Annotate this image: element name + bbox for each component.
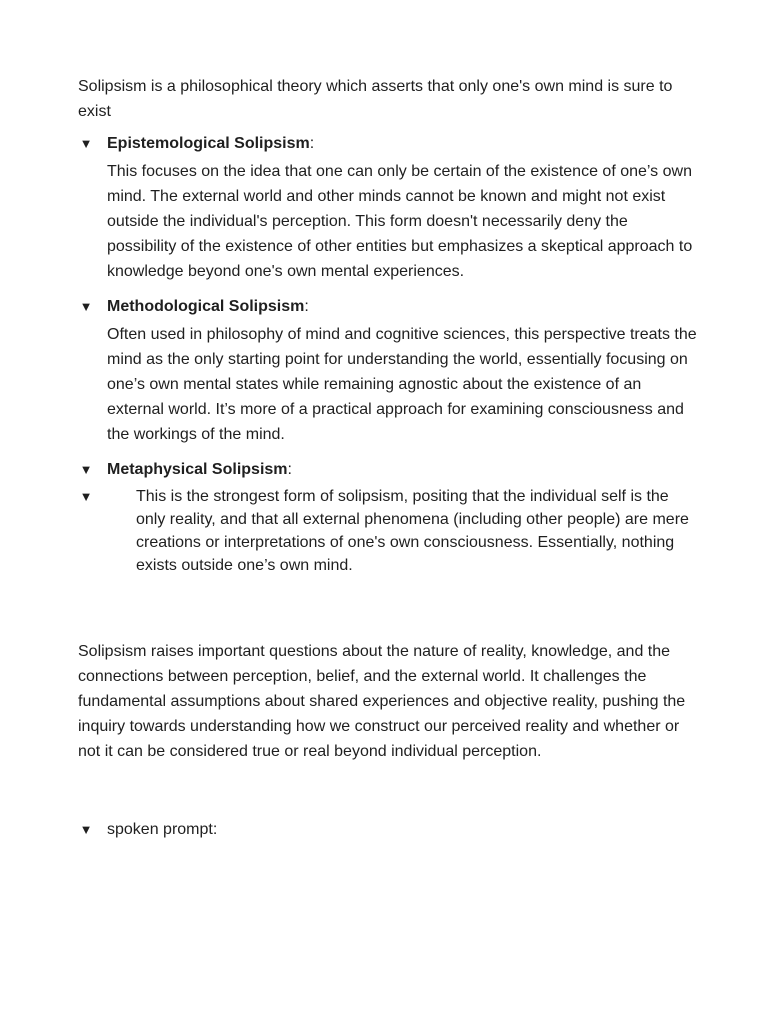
- nested-body: This is the strongest form of solipsism, positing that the individual self is the only reality, and that all external phenomena (including other people) are mere creations or interpretations of one's own consciousness. Essentially, nothing exists outside one’s own mind.: [136, 488, 689, 574]
- section-title: Methodological Solipsism: [107, 298, 305, 315]
- section-title: Epistemological Solipsism: [107, 135, 310, 152]
- toggle-header-epistemological[interactable]: [79, 132, 698, 156]
- title-colon: :: [304, 298, 309, 315]
- toggle-triangle-icon[interactable]: ▼: [79, 136, 93, 151]
- document-page: [78, 74, 698, 842]
- toggle-triangle-icon[interactable]: ▼: [79, 299, 93, 314]
- toggle-triangle-icon[interactable]: ▼: [79, 462, 93, 477]
- section-body: This focuses on the idea that one can only be certain of the existence of one’s own mind. The external world and other minds cannot be known and might not exist outside the individual's perception. This form doesn't necessarily deny the possibility of the existence of other entities but emphasizes a skeptical approach to knowledge beyond one's own mental experiences.: [107, 163, 693, 280]
- nested-toggle-metaphysical: [79, 485, 698, 577]
- section-title: Metaphysical Solipsism: [107, 461, 288, 478]
- summary-paragraph: Solipsism raises important questions about the nature of reality, knowledge, and the connections between perception, belief, and the external world. It challenges the fundamental assumptions about shared experiences and objective reality, pushing the inquiry towards understanding how we construct our perceived reality and whether or not it can be considered true or real beyond individual perception.: [78, 643, 686, 760]
- toggle-header-methodological[interactable]: [79, 295, 698, 319]
- title-colon: :: [287, 461, 292, 478]
- title-colon: :: [309, 135, 315, 152]
- toggle-spoken-prompt: [78, 818, 698, 842]
- toggle-metaphysical: [78, 458, 698, 577]
- toggle-triangle-icon[interactable]: ▼: [79, 822, 93, 837]
- toggle-epistemological: [78, 132, 698, 284]
- intro-paragraph: Solipsism is a philosophical theory which asserts that only one's own mind is sure to exist: [78, 78, 673, 120]
- toggle-triangle-icon[interactable]: ▼: [79, 489, 93, 504]
- section-body: Often used in philosophy of mind and cognitive sciences, this perspective treats the mind as the only starting point for understanding the world, essentially focusing on one’s own mental states while remaining agnostic about the existence of an external world. It’s more of a practical approach for examining consciousness and the workings of the mind.: [107, 326, 697, 443]
- toggle-header-spoken-prompt[interactable]: [79, 818, 698, 842]
- toggle-header-metaphysical[interactable]: [79, 458, 698, 482]
- spoken-prompt-label: spoken prompt:: [107, 821, 218, 838]
- toggle-methodological: [78, 295, 698, 447]
